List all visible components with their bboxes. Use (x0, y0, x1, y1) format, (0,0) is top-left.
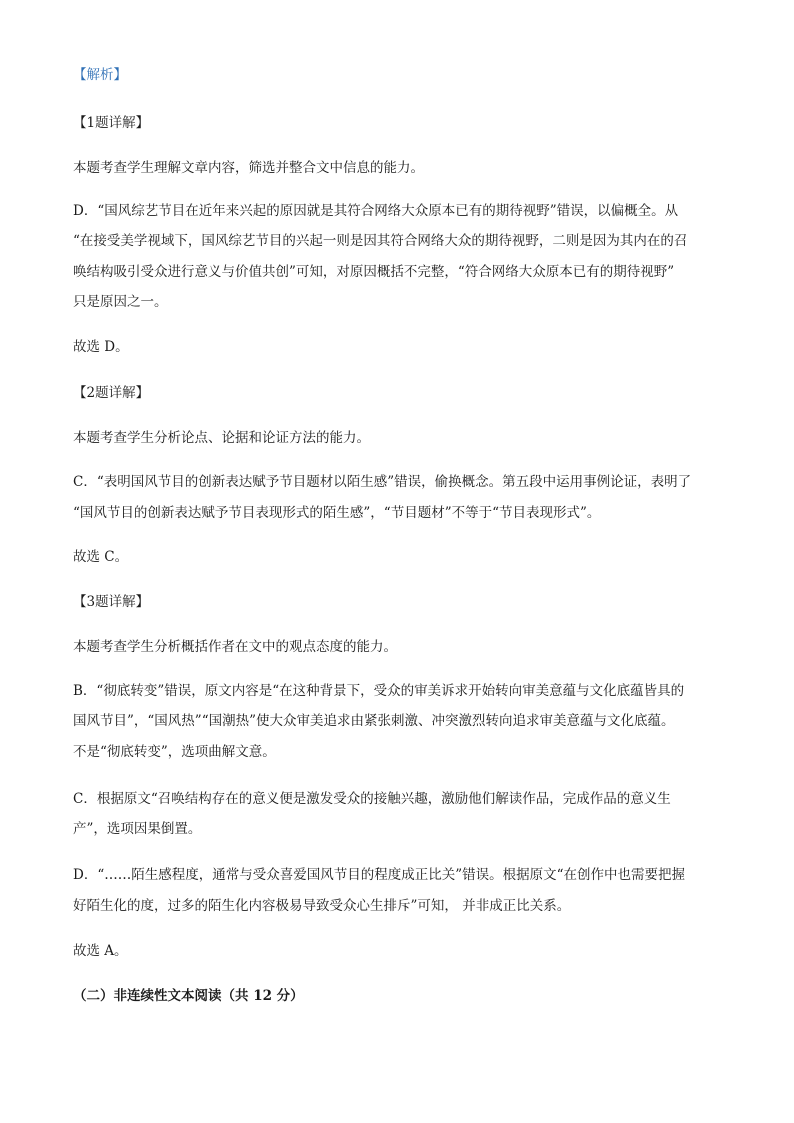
q3-heading: 【3题详解】 (73, 594, 150, 610)
q1-line-1: D．“国风综艺节目在近年来兴起的原因就是其符合网络大众原本已有的期待视野”错误，以偏概全。从 (73, 203, 679, 219)
q1-intro: 本题考查学生理解文章内容，筛选并整合文中信息的能力。 (73, 160, 424, 176)
q3-d-line-2: 好陌生化的度，过多的陌生化内容极易导致受众心生排斥”可知， 并非成正比关系。 (73, 898, 571, 914)
q1-heading: 【1题详解】 (73, 115, 150, 131)
analysis-label: 【解析】 (73, 67, 127, 83)
q3-d-line-1: D．“……陌生感程度，通常与受众喜爱国风节目的程度成正比关”错误。根据原文“在创作中也需要把握 (73, 867, 686, 883)
q3-intro: 本题考查学生分析概括作者在文中的观点态度的能力。 (73, 639, 397, 655)
section-title: （二）非连续性文本阅读（共 12 分） (73, 988, 304, 1004)
q2-line-1: C．“表明国风节目的创新表达赋予节目题材以陌生感”错误，偷换概念。第五段中运用事例论证，表明了 (73, 474, 692, 490)
q3-c-line-2: 产”，选项因果倒置。 (73, 821, 202, 837)
q3-c-line-1: C．根据原文“召唤结构存在的意义便是激发受众的接触兴趣，激励他们解读作品，完成作品的意义生 (73, 791, 671, 807)
q3-answer: 故选 A。 (73, 943, 128, 959)
q2-intro: 本题考查学生分析论点、论据和论证方法的能力。 (73, 430, 370, 446)
q1-answer: 故选 D。 (73, 339, 129, 355)
q1-line-4: 只是原因之一。 (73, 294, 168, 310)
q2-heading: 【2题详解】 (73, 385, 150, 401)
q3-b-line-1: B．“彻底转变”错误，原文内容是“在这种背景下，受众的审美诉求开始转向审美意蕴与文化底蕴皆具的 (73, 683, 685, 699)
q2-line-2: “国风节目的创新表达赋予节目表现形式的陌生感”，“节目题材”不等于“节目表现形式”。 (73, 505, 601, 521)
q1-line-2: “在接受美学视域下，国风综艺节目的兴起一则是因其符合网络大众的期待视野，二则是因为其内在的召 (73, 233, 688, 249)
q3-b-line-3: 不是“彻底转变”，选项曲解文意。 (73, 744, 276, 760)
q2-answer: 故选 C。 (73, 549, 129, 565)
q3-b-line-2: 国风节目”，“国风热”“国潮热”使大众审美追求由紧张刺激、冲突激烈转向追求审美意蕴与文化底蕴。 (73, 713, 675, 729)
q1-line-3: 唤结构吸引受众进行意义与价值共创”可知，对原因概括不完整，“符合网络大众原本已有的期待视野” (73, 264, 675, 280)
